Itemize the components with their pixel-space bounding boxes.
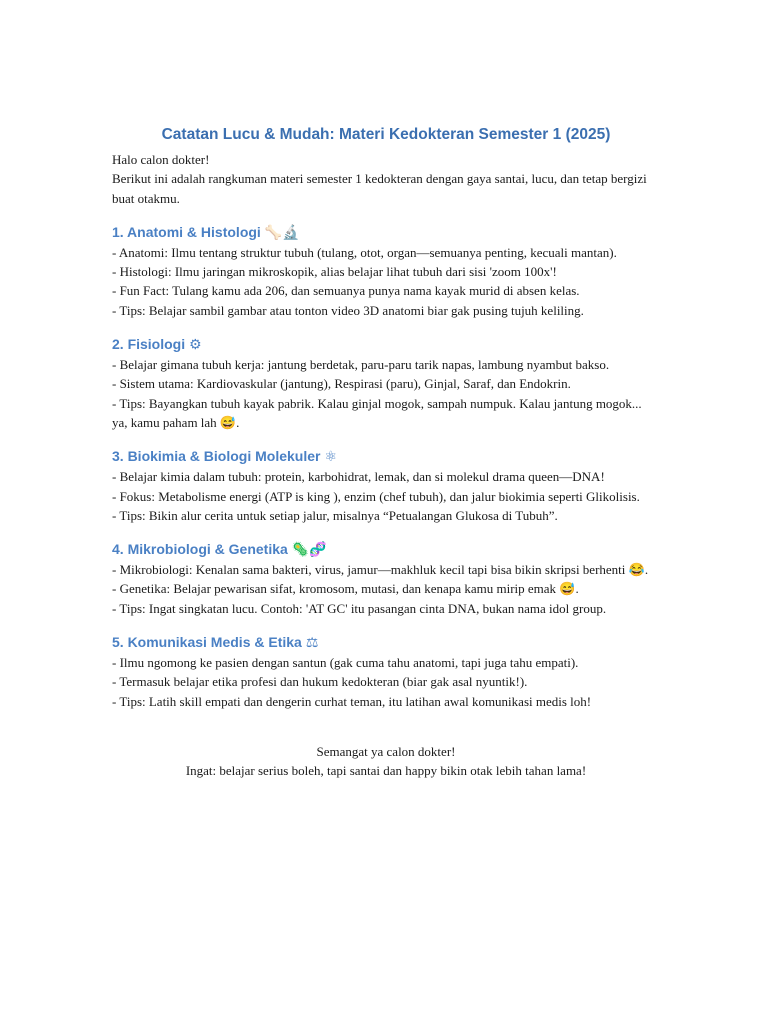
section-anatomi-histologi: [112, 222, 660, 320]
closing-line: Ingat: belajar serius boleh, tapi santai dan happy bikin otak lebih tahan lama!: [185, 763, 587, 779]
section-line: - Tips: Belajar sambil gambar atau tonton video 3D anatomi biar gak pusing tujuh keliling.: [112, 302, 584, 318]
document-page: [112, 124, 660, 781]
closing-line: Semangat ya calon dokter!: [316, 743, 456, 759]
intro-greeting: Halo calon dokter!: [112, 152, 210, 167]
section-line: - Belajar kimia dalam tubuh: protein, karbohidrat, lemak, dan si molekul drama queen—DNA!: [112, 469, 605, 485]
section-mikrobiologi-genetika: [112, 539, 660, 618]
section-line: - Ilmu ngomong ke pasien dengan santun (gak cuma tahu anatomi, tapi juga tahu empati).: [112, 655, 579, 671]
section-line: - Fokus: Metabolisme energi (ATP is king ), enzim (chef tubuh), dan jalur biokimia seperti Glikolisis.: [112, 488, 640, 504]
section-heading: 5. Komunikasi Medis & Etika ⚖: [112, 634, 319, 651]
section-heading: 3. Biokimia & Biologi Molekuler ⚛: [112, 448, 337, 465]
section-line: - Termasuk belajar etika profesi dan hukum kedokteran (biar gak asal nyuntik!).: [112, 674, 528, 690]
section-heading: 4. Mikrobiologi & Genetika 🦠🧬: [112, 541, 327, 558]
section-line: - Tips: Bikin alur cerita untuk setiap jalur, misalnya “Petualangan Glukosa di Tubuh”.: [112, 507, 558, 523]
section-line: - Genetika: Belajar pewarisan sifat, kromosom, mutasi, dan kenapa kamu mirip emak 😅.: [112, 581, 579, 597]
section-line: - Anatomi: Ilmu tentang struktur tubuh (tulang, otot, organ—semuanya penting, kecuali mantan).: [112, 244, 617, 260]
document-title: Catatan Lucu & Mudah: Materi Kedokteran Semester 1 (2025): [161, 126, 611, 143]
section-komunikasi-etika: [112, 632, 660, 711]
section-line: - Fun Fact: Tulang kamu ada 206, dan semuanya punya nama kayak murid di absen kelas.: [112, 283, 580, 299]
section-line: - Belajar gimana tubuh kerja: jantung berdetak, paru-paru tarik napas, lambung nyambut bakso.: [112, 357, 610, 373]
closing-message: [112, 742, 660, 781]
intro: [112, 150, 660, 208]
section-biokimia: [112, 446, 660, 525]
section-fisiologi: [112, 334, 660, 432]
section-line: - Tips: Bayangkan tubuh kayak pabrik. Kalau ginjal mogok, sampah numpuk. Kalau jantung mogok... ya, kamu paham lah 😅.: [112, 395, 642, 430]
section-line: - Tips: Latih skill empati dan dengerin curhat teman, itu latihan awal komunikasi medis loh!: [112, 693, 592, 709]
section-heading: 1. Anatomi & Histologi 🦴🔬: [112, 223, 300, 240]
section-heading: 2. Fisiologi ⚙: [112, 336, 202, 353]
section-line: - Mikrobiologi: Kenalan sama bakteri, virus, jamur—makhluk kecil tapi bisa bikin skripsi berhenti 😂.: [112, 562, 649, 578]
section-line: - Tips: Ingat singkatan lucu. Contoh: 'AT GC' itu pasangan cinta DNA, bukan nama idol group.: [112, 600, 607, 616]
section-line: - Sistem utama: Kardiovaskular (jantung), Respirasi (paru), Ginjal, Saraf, dan Endokrin.: [112, 376, 571, 392]
intro-paragraph: Berikut ini adalah rangkuman materi semester 1 kedokteran dengan gaya santai, lucu, dan tetap bergizi buat otakmu.: [112, 171, 647, 206]
section-line: - Histologi: Ilmu jaringan mikroskopik, alias belajar lihat tubuh dari sisi 'zoom 100x'!: [112, 264, 557, 280]
